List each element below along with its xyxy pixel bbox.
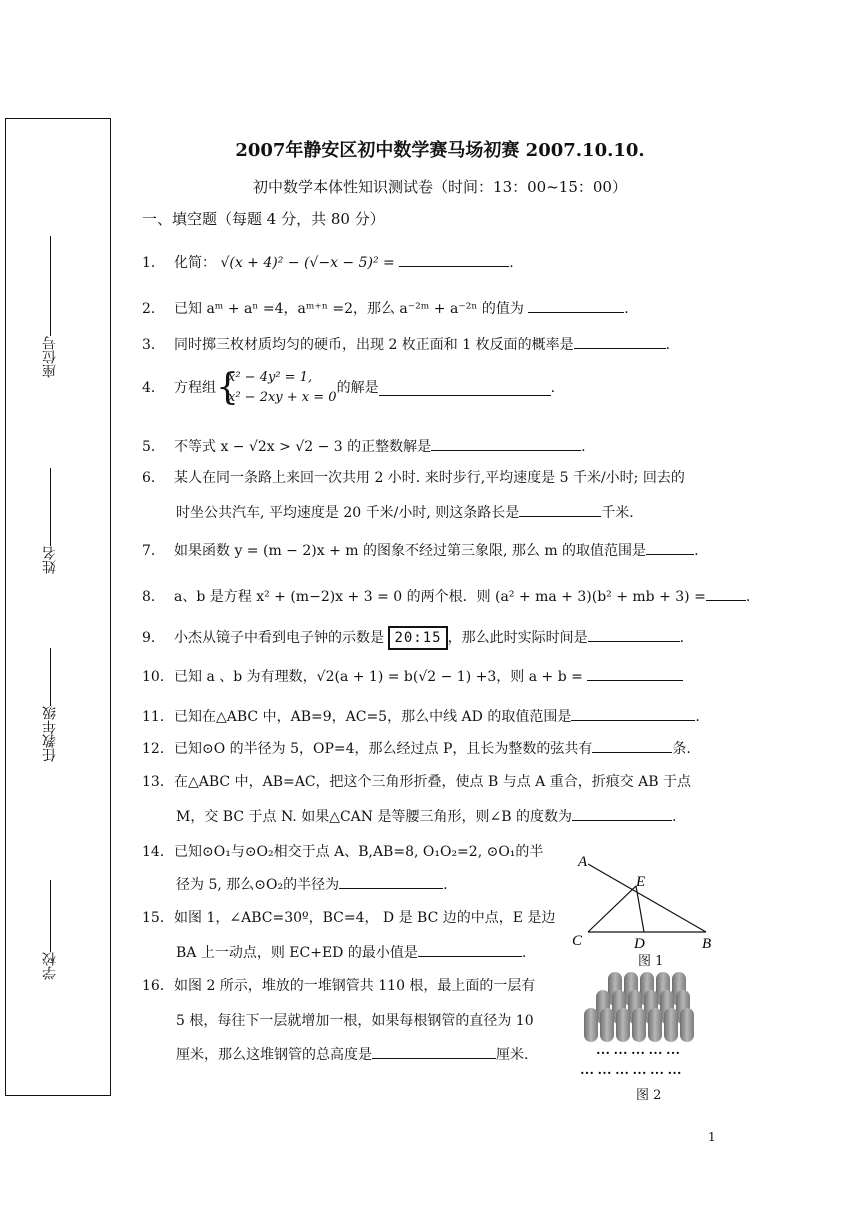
answer-blank[interactable]: [418, 942, 522, 957]
answer-blank[interactable]: [379, 381, 551, 396]
question-3: [142, 334, 670, 355]
pipe-stack: [584, 972, 694, 1042]
grade-label: 任教年级: [42, 706, 58, 762]
punctuation: .: [581, 439, 586, 455]
question-text-mid: 的解是: [336, 380, 379, 396]
question-16-cont: [176, 1010, 534, 1030]
name-field[interactable]: [36, 468, 64, 574]
name-label: 姓名: [42, 546, 58, 574]
seat-number-label: 座位号: [42, 336, 58, 378]
page-number: 1: [708, 1130, 716, 1144]
segment-ab: [588, 864, 706, 932]
question-text: 已知⊙O 的半径为 5，OP=4，那么经过点 P，且长为整数的弦共有: [174, 741, 593, 757]
punctuation: .: [694, 543, 699, 559]
punctuation: .: [745, 589, 751, 605]
question-number: 12．: [142, 741, 174, 757]
answer-blank[interactable]: [706, 586, 746, 601]
punctuation: .: [671, 809, 677, 825]
segment-ce: [588, 886, 636, 932]
answer-blank[interactable]: [646, 540, 694, 555]
question-number: 13．: [142, 774, 174, 790]
question-number: 15．: [142, 910, 174, 926]
punctuation: .: [521, 945, 527, 961]
grade-field[interactable]: [36, 648, 64, 762]
question-6-cont: [176, 502, 634, 522]
question-13-cont: [176, 806, 676, 826]
question-number: 10．: [142, 669, 174, 685]
question-text: 如果函数 y = (m − 2)x + m 的图象不经过第三象限, 那么 m 的取值范围是: [174, 543, 647, 559]
question-16: [142, 976, 535, 996]
answer-blank[interactable]: [592, 738, 672, 753]
question-text: 已知 aᵐ + aⁿ =4，aᵐ⁺ⁿ =2，那么 a⁻²ᵐ + a⁻²ⁿ 的值为: [174, 301, 524, 317]
question-number: 7．: [142, 543, 165, 559]
question-text-line2: 5 根，每往下一层就增加一根，如果每根钢管的直径为 10: [176, 1013, 534, 1029]
question-text-line1: 如图 2 所示，堆放的一堆钢管共 110 根，最上面的一层有: [174, 978, 536, 994]
figure-2-caption: 图 2: [636, 1088, 662, 1103]
question-text: 方程组: [174, 380, 216, 396]
digital-clock-icon: 20:15: [388, 626, 447, 650]
equation-2: x² − 2xy + x = 0: [228, 390, 337, 405]
question-text-line2: 径为 5, 那么⊙O₂的半径为: [176, 877, 340, 893]
question-14-cont: [176, 874, 448, 894]
answer-blank[interactable]: [339, 874, 443, 889]
exam-subtitle: 初中数学本体性知识测试卷（时间：13：00~15：00）: [253, 178, 627, 196]
punctuation: .: [550, 380, 556, 396]
question-14: [142, 842, 543, 862]
question-number: 16．: [142, 978, 174, 994]
answer-blank[interactable]: [587, 666, 683, 681]
question-text-line1: 如图 1，∠ABC=30º，BC=4， D 是 BC 边的中点，E 是边: [174, 910, 556, 926]
label-d: D: [634, 936, 645, 952]
question-text-line2: M，交 BC 于点 N. 如果△CAN 是等腰三角形，则∠B 的度数为: [176, 809, 572, 825]
question-6: [142, 468, 685, 488]
punctuation: .: [443, 877, 448, 893]
label-c: C: [572, 933, 583, 949]
question-number: 14．: [142, 844, 174, 860]
question-5: [142, 436, 586, 457]
dots-row-2: … … … … … …: [580, 1063, 682, 1078]
question-1: [142, 252, 514, 273]
question-number: 1．: [142, 255, 165, 271]
label-b: B: [702, 936, 712, 952]
unit: 千米.: [601, 505, 634, 521]
figure-2-pipes: [574, 968, 714, 1080]
question-text-line1: 在△ABC 中，AB=AC，把这个三角形折叠，使点 B 与点 A 重合，折痕交 AB 于点: [174, 774, 692, 790]
dots-row-1: … … … … …: [596, 1043, 680, 1058]
answer-blank[interactable]: [571, 706, 695, 721]
label-a: A: [578, 854, 588, 870]
answer-blank[interactable]: [399, 252, 509, 267]
question-number: 8．: [142, 589, 165, 605]
question-number: 6．: [142, 470, 165, 486]
punctuation: .: [695, 709, 700, 725]
unit: 厘米.: [496, 1047, 529, 1063]
question-13: [142, 772, 691, 792]
question-text: 小杰从镜子中看到电子钟的示数是: [174, 630, 384, 646]
label-e: E: [636, 874, 646, 890]
figure-1-caption: 图 1: [638, 954, 664, 969]
seat-number-field[interactable]: [36, 236, 64, 378]
question-text: 化简：: [174, 255, 216, 271]
question-7: [142, 540, 699, 561]
question-8: [142, 586, 750, 607]
exam-title: 2007年静安区初中数学赛马场初赛 2007.10.10.: [235, 140, 645, 161]
question-9: [142, 626, 684, 650]
question-4: [142, 368, 555, 408]
punctuation: .: [509, 255, 514, 271]
name-line: [50, 468, 51, 546]
question-text-line3: 厘米，那么这堆钢管的总高度是: [176, 1047, 372, 1063]
answer-blank[interactable]: [528, 298, 624, 313]
answer-blank[interactable]: [588, 627, 680, 642]
question-number: 9．: [142, 630, 165, 646]
question-text: 同时掷三枚材质均匀的硬币，出现 2 枚正面和 1 枚反面的概率是: [174, 337, 574, 353]
question-text-line1: 某人在同一条路上来回一次共用 2 小时. 来时步行,平均速度是 5 千米/小时; 回去的: [174, 470, 685, 486]
question-15: [142, 908, 555, 928]
school-line: [50, 880, 51, 952]
question-15-cont: [176, 942, 526, 962]
equation-1: x² − 4y² = 1,: [228, 370, 313, 385]
answer-blank[interactable]: [431, 436, 581, 451]
question-text: a、b 是方程 x² + (m−2)x + 3 = 0 的两个根．则 (a² + ma + 3)(b² + mb + 3) =: [174, 589, 706, 605]
punctuation: .: [679, 630, 685, 646]
figure-1-triangle: [570, 852, 720, 952]
question-text-line2: BA 上一动点，则 EC+ED 的最小值是: [176, 945, 418, 961]
answer-blank[interactable]: [572, 806, 672, 821]
question-expression: √(x + 4)² − (√−x − 5)² =: [220, 255, 395, 271]
equation-system: [216, 368, 337, 408]
answer-blank[interactable]: [574, 334, 666, 349]
question-10: [142, 666, 683, 687]
punctuation: .: [665, 337, 671, 353]
answer-blank[interactable]: [372, 1044, 496, 1059]
question-11: [142, 706, 700, 727]
question-number: 4．: [142, 380, 165, 396]
question-number: 11．: [142, 709, 174, 725]
question-text-line1: 已知⊙O₁与⊙O₂相交于点 A、B,AB=8, O₁O₂=2, ⊙O₁的半: [174, 844, 544, 860]
punctuation: .: [624, 301, 629, 317]
unit: 条.: [672, 741, 691, 757]
question-16-cont2: [176, 1044, 528, 1064]
question-number: 3．: [142, 337, 165, 353]
question-text: 不等式 x − √2x > √2 − 3 的正整数解是: [174, 439, 432, 455]
question-number: 5．: [142, 439, 165, 455]
school-label: 学校: [42, 952, 58, 980]
question-text-line2: 时坐公共汽车, 平均速度是 20 千米/小时, 则这条路长是: [176, 505, 520, 521]
question-2: [142, 298, 629, 319]
question-text: 已知在△ABC 中，AB=9，AC=5，那么中线 AD 的取值范围是: [174, 709, 572, 725]
section-heading: 一、填空题（每题 4 分，共 80 分）: [142, 210, 385, 228]
question-12: [142, 738, 691, 759]
seat-number-line: [50, 236, 51, 336]
question-text-mid: ，那么此时实际时间是: [447, 630, 588, 646]
segment-ed: [636, 886, 644, 932]
answer-blank[interactable]: [519, 502, 601, 517]
school-field[interactable]: [36, 880, 64, 980]
question-text: 已知 a 、b 为有理数，√2(a + 1) = b(√2 − 1) +3，则 a + b =: [174, 669, 583, 685]
question-number: 2．: [142, 301, 165, 317]
grade-line: [50, 648, 51, 706]
brace-icon: {: [216, 367, 239, 408]
